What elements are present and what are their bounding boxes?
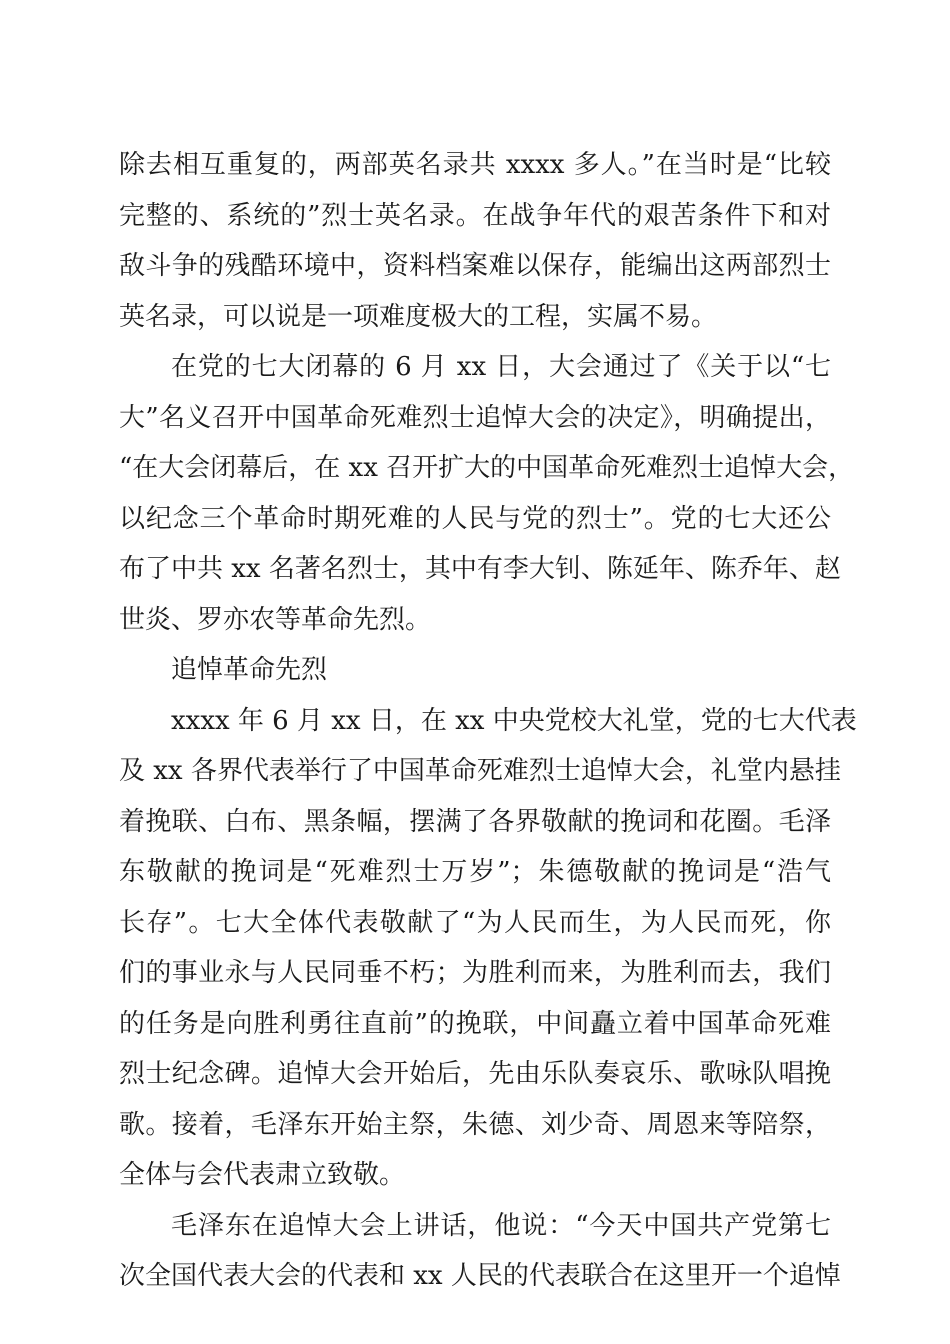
document-body xyxy=(119,140,857,1302)
text-line: 的任务是向胜利勇往直前”的挽联，中间矗立着中国革命死难 xyxy=(119,1008,831,1039)
text-line: 们的事业永与人民同垂不朽；为胜利而来，为胜利而去，我们 xyxy=(119,958,831,988)
heading-text: 追悼革命先烈 xyxy=(171,655,328,685)
text-line: “在大会闭幕后，在 xx 召开扩大的中国革命死难烈士追悼大会， xyxy=(119,453,855,483)
text-line: 以纪念三个革命时期死难的人民与党的烈士”。党的七大还公 xyxy=(119,503,831,534)
text-line: 毛泽东在追悼大会上讲话，他说：“今天中国共产党第七 xyxy=(171,1210,831,1241)
text-line: 歌。接着，毛泽东开始主祭，朱德、刘少奇、周恩来等陪祭， xyxy=(119,1109,831,1140)
text-line: 次全国代表大会的代表和 xx 人民的代表联合在这里开一个追悼 xyxy=(119,1261,841,1291)
text-line: 烈士纪念碑。追悼大会开始后，先由乐队奏哀乐、歌咏队唱挽 xyxy=(119,1059,831,1089)
text-line: 英名录，可以说是一项难度极大的工程，实属不易。 xyxy=(119,301,718,332)
text-line: 布了中共 xx 名著名烈士，其中有李大钊、陈延年、陈乔年、赵 xyxy=(119,554,841,584)
text-line: 全体与会代表肃立致敬。 xyxy=(119,1160,406,1190)
text-line: xxxx 年 6 月 xx 日，在 xx 中央党校大礼堂，党的七大代表 xyxy=(171,705,857,736)
text-line: 着挽联、白布、黑条幅，摆满了各界敬献的挽词和花圈。毛泽 xyxy=(119,806,831,837)
text-line: 在党的七大闭幕的 6 月 xx 日，大会通过了《关于以“七 xyxy=(171,352,831,382)
text-line: 大”名义召开中国革命死难烈士追悼大会的决定》，明确提出， xyxy=(119,402,831,433)
paragraph-p4 xyxy=(119,1201,841,1302)
text-line: 长存”。七大全体代表敬献了“为人民而生，为人民而死，你 xyxy=(119,907,831,938)
paragraph-p1 xyxy=(119,140,831,342)
text-line: 东敬献的挽词是“死难烈士万岁”；朱德敬献的挽词是“浩气 xyxy=(119,857,831,887)
paragraph-p2 xyxy=(119,342,855,645)
text-line: 世炎、罗亦农等革命先烈。 xyxy=(119,604,432,635)
text-line: 完整的、系统的”烈士英名录。在战争年代的艰苦条件下和对 xyxy=(119,200,831,231)
section-heading xyxy=(119,645,831,696)
paragraph-p3 xyxy=(119,696,857,1201)
text-line: 及 xx 各界代表举行了中国革命死难烈士追悼大会，礼堂内悬挂 xyxy=(119,756,841,786)
text-line: 敌斗争的残酷环境中，资料档案难以保存，能编出这两部烈士 xyxy=(119,251,831,281)
text-line: 除去相互重复的，两部英名录共 xxxx 多人。”在当时是“比较 xyxy=(119,150,831,180)
